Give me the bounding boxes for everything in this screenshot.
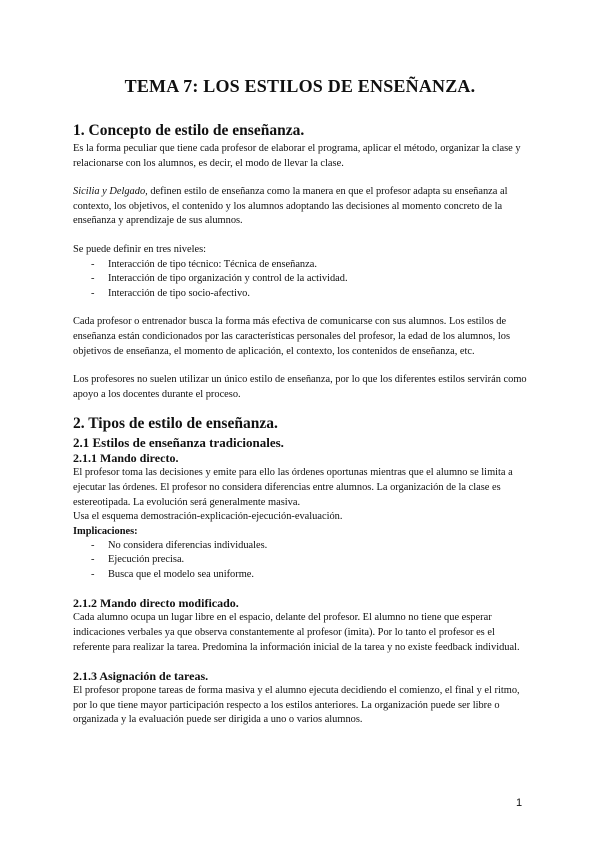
list-item: - No considera diferencias individuales. [91, 539, 529, 554]
page-number: 1 [516, 797, 523, 809]
section-2-heading: 2. Tipos de estilo de enseñanza. [73, 415, 278, 433]
section-2-1-heading: 2.1 Estilos de enseñanza tradicionales. [73, 435, 284, 451]
section-2-1-2-paragraph: Cada alumno ocupa un lugar libre en el espacio, delante del profesor. El alumno no tiene que esperar indicaciones verbales ya que observa constantemente al profesor (imita). Por lo tanto el profesor es el referente para realizar la tarea. Predomina la información inicial de la tarea y no existe feedback individual. [73, 612, 520, 653]
page-title: TEMA 7: LOS ESTILOS DE ENSEÑANZA. [124, 76, 476, 96]
author-citation: Sicilia y Delgado, [73, 186, 148, 198]
levels-list [73, 258, 529, 302]
section-1-paragraph-3: Se puede definir en tres niveles: [73, 243, 207, 255]
section-2-1-3-heading: 2.1.3 Asignación de tareas. [73, 669, 209, 684]
section-1-paragraph-1: Es la forma peculiar que tiene cada profesor de elaborar el programa, aplicar el método, organizar la clase y relacionarse con los alumnos, es decir, el modo de llevar la clase. [73, 143, 521, 169]
section-1-paragraph-2-text: definen estilo de enseñanza como la manera en que el profesor adapta su enseñanza al contexto, los objetivos, el contenido y los alumnos adoptando las decisiones al momento concreto de la enseñanza y aprendizaje de sus alumnos. [73, 186, 508, 227]
list-item: - Ejecución precisa. [91, 553, 529, 568]
section-2-1-1-paragraph-2: Usa el esquema demostración-explicación-ejecución-evaluación. [73, 511, 343, 523]
section-2-1-1-paragraph-1: El profesor toma las decisiones y emite para ello las órdenes oportunas mientras que el alumno se limita a ejecutar las órdenes. El profesor no considera diferencias entre alumnos. La organización de la clase es estereotipada. La evolución será generalmente masiva. [73, 467, 513, 508]
section-2-1-1-heading: 2.1.1 Mando directo. [73, 451, 179, 466]
implications-label: Implicaciones: [73, 525, 138, 537]
list-item: - Interacción de tipo técnico: Técnica de enseñanza. [91, 258, 529, 273]
section-1-heading: 1. Concepto de estilo de enseñanza. [73, 122, 305, 139]
section-1-paragraph-5: Los profesores no suelen utilizar un único estilo de enseñanza, por lo que los diferentes estilos servirán como apoyo a los docentes durante el proceso. [73, 374, 527, 400]
implications-list [73, 539, 529, 583]
section-2-1-2-heading: 2.1.2 Mando directo modificado. [73, 596, 239, 611]
section-1-paragraph-2 [73, 185, 529, 229]
page-content [73, 121, 529, 728]
list-item: - Interacción de tipo socio-afectivo. [91, 287, 529, 302]
list-item: - Interacción de tipo organización y control de la actividad. [91, 272, 529, 287]
list-item: - Busca que el modelo sea uniforme. [91, 568, 529, 583]
section-1-paragraph-4: Cada profesor o entrenador busca la forma más efectiva de comunicarse con sus alumnos. Los estilos de enseñanza están condicionados por las características personales del profesor, la edad de los alumnos, los objetivos de enseñanza, el momento de aplicación, el contexto, los contenidos de enseñanza, etc. [73, 316, 510, 357]
section-2-1-3-paragraph: El profesor propone tareas de forma masiva y el alumno ejecuta decidiendo el comienzo, el final y el ritmo, por lo que tiene mayor participación respecto a los estilos anteriores. La organización puede ser libre o organizada y la evaluación puede ser dirigida a uno o varios alumnos. [73, 685, 520, 726]
